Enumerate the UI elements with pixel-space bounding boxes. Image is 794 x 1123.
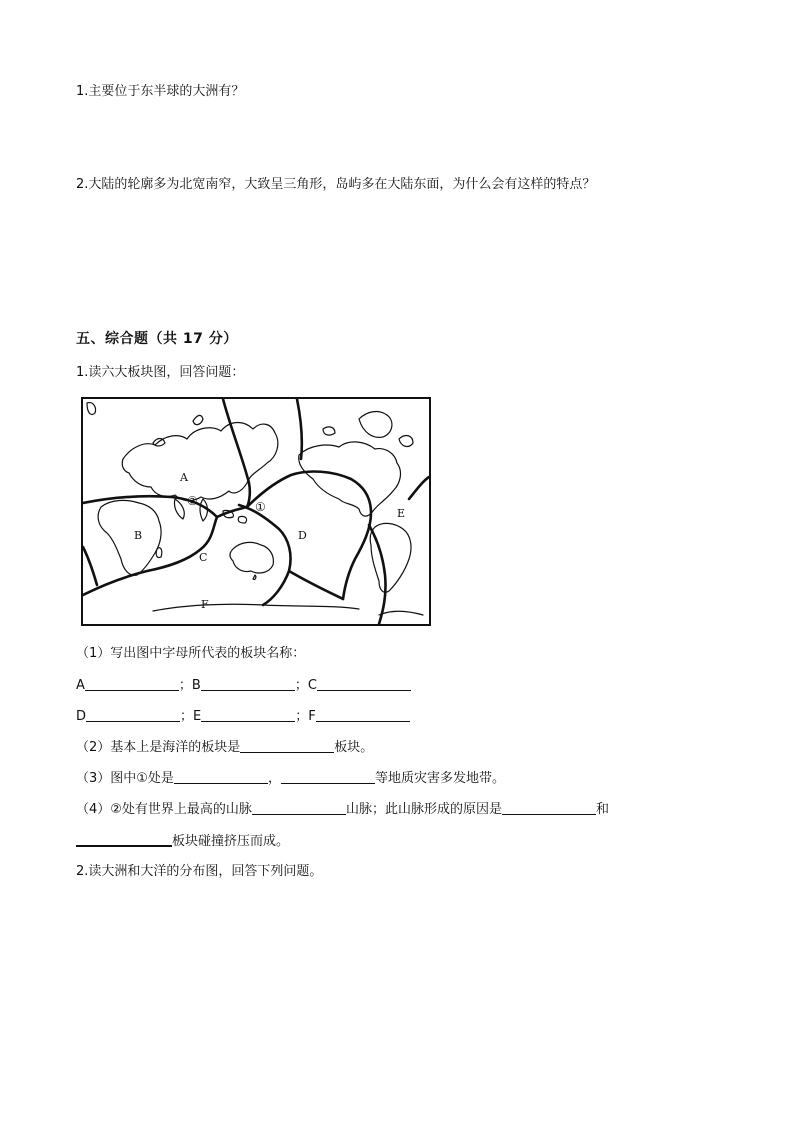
plate-label-e: E [397,507,406,520]
marker-circle-2: ② [187,494,198,508]
blank-plate-f[interactable] [316,709,410,722]
sub4-middle: 山脉；此山脉形成的原因是 [345,802,502,817]
blank-plate-e[interactable] [201,709,295,722]
blank-plate-c[interactable] [317,678,411,691]
sub3-middle: ， [267,771,281,786]
answer-row-def [76,709,410,725]
sub4-before: （4）②处有世界上最高的山脉 [76,802,252,817]
sub3-before: （3）图中①处是 [76,771,174,786]
sub-question-4-line2 [76,833,289,850]
sub-question-1: （1）写出图中字母所代表的板块名称： [76,646,306,661]
section-title: 五、综合题（共 17 分） [76,331,238,347]
label-e: ；E [180,709,202,724]
question-1-continents: 1.主要位于东半球的大洲有？ [76,84,245,99]
label-c: ；C [294,678,317,693]
blank-plate-2[interactable] [76,833,172,847]
label-b: ；B [178,678,201,693]
sub-question-4 [76,802,609,818]
blank-plate-d[interactable] [86,709,180,722]
sub3-after: 等地质灾害多发地带。 [374,771,505,786]
label-d: D [76,709,87,724]
blank-plate-1[interactable] [502,802,596,815]
blank-mountain[interactable] [252,802,346,815]
sub2-before: （2）基本上是海洋的板块是 [76,740,241,755]
sub-question-2 [76,740,373,756]
blank-plate-b[interactable] [201,678,295,691]
plate-label-a: A [180,471,188,484]
blank-plate-a[interactable] [85,678,179,691]
question-2-intro: 2.读大洲和大洋的分布图，回答下列问题。 [76,864,323,879]
plate-label-d: D [298,529,307,542]
question-2-continent-shape: 2.大陆的轮廓多为北宽南窄，大致呈三角形，岛屿多在大陆东面，为什么会有这样的特点？ [76,177,596,192]
plate-label-b: B [134,529,143,542]
blank-hazard-2[interactable] [281,771,375,784]
label-f: ；F [295,709,316,724]
blank-hazard-1[interactable] [174,771,268,784]
sub-question-3 [76,771,505,787]
blank-ocean-plate[interactable] [240,740,334,753]
plate-map-drawing [83,399,429,624]
marker-circle-1: ① [255,500,266,514]
label-a: A [76,678,85,693]
plate-map [81,397,431,626]
plate-label-f: F [201,598,209,611]
sub2-after: 板块。 [334,740,374,755]
question-1-intro: 1.读六大板块图，回答问题： [76,365,245,380]
answer-row-abc [76,678,411,694]
plate-label-c: C [199,551,208,564]
sub4-after: 和 [595,802,609,817]
sub4-line2-after: 板块碰撞挤压而成。 [172,834,290,849]
